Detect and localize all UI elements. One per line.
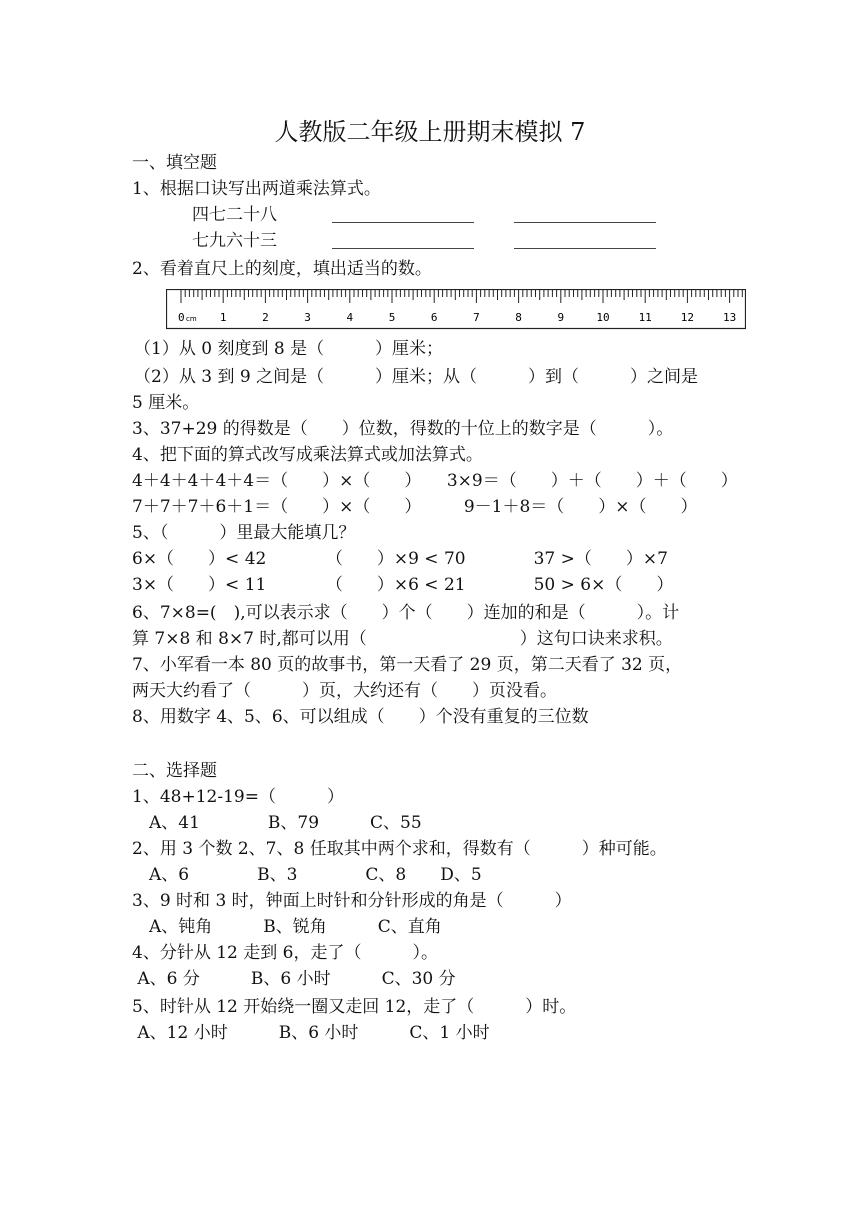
ruler-tick-label: 9 (557, 311, 565, 324)
choice-question-1: 1、48+12-19=（ ） (132, 787, 344, 807)
q2-sub-2-cont: 5 厘米。 (132, 393, 200, 413)
q5-line-2: 3×（ ）< 11 （ ）×6 < 21 50 > 6×（ ） (132, 575, 674, 595)
question-2: 2、看着直尺上的刻度，填出适当的数。 (132, 259, 432, 279)
choice-question-2: 2、用 3 个数 2、7、8 任取其中两个求和，得数有（ ）种可能。 (132, 839, 667, 859)
choice-question-4: 4、分针从 12 走到 6，走了（ ）。 (132, 943, 438, 963)
choice-options-5: A、12 小时 B、6 小时 C、1 小时 (132, 1023, 490, 1043)
q4-line-1: 4＋4＋4＋4＋4＝（ ）×（ ） 3×9＝（ ）＋（ ）＋（ ） (132, 471, 738, 491)
section-heading-choice: 二、选择题 (132, 761, 217, 781)
ruler-tick-label: 10 (596, 311, 610, 324)
question-6-cont: 算 7×8 和 8×7 时,都可以用（ ）这句口诀来求积。 (132, 629, 673, 649)
question-4: 4、把下面的算式改写成乘法算式或加法算式。 (132, 445, 483, 465)
answer-blank (332, 222, 474, 223)
ruler-tick-label: 8 (515, 311, 522, 324)
q1-item-1: 四七二十八 (192, 205, 277, 225)
choice-options-4: A、6 分 B、6 小时 C、30 分 (132, 969, 456, 989)
ruler-tick-label: 6 (430, 311, 438, 324)
question-7: 7、小军看一本 80 页的故事书，第一天看了 29 页，第二天看了 32 页， (132, 655, 683, 675)
choice-question-3: 3、9 时和 3 时，钟面上时针和分针形成的角是（ ） (132, 891, 572, 911)
ruler-tick-label: 5 (388, 311, 396, 324)
question-8: 8、用数字 4、5、6、可以组成（ ）个没有重复的三位数 (132, 707, 589, 727)
ruler-tick-label: 2 (262, 311, 269, 324)
ruler-unit-label: cm (186, 315, 197, 323)
answer-blank (332, 248, 474, 249)
answer-blank (514, 248, 656, 249)
section-heading-fill: 一、填空题 (132, 153, 217, 173)
q2-sub-2: （2）从 3 到 9 之间是（ ）厘米；从（ ）到（ ）之间是 (134, 367, 699, 387)
question-5: 5、（ ）里最大能填几？ (132, 523, 356, 543)
ruler-tick-label: 3 (304, 311, 311, 324)
question-1: 1、根据口诀写出两道乘法算式。 (132, 179, 381, 199)
ruler-tick-label: 7 (473, 311, 480, 324)
q5-line-1: 6×（ ）< 42 （ ）×9 < 70 37 >（ ）×7 (132, 549, 668, 569)
ruler-tick-label: 1 (219, 311, 227, 324)
q2-sub-1: （1）从 0 刻度到 8 是（ ）厘米； (134, 339, 444, 359)
ruler-body (167, 290, 746, 329)
ruler-tick-label: 13 (722, 311, 737, 324)
ruler-image (166, 289, 746, 331)
question-3: 3、37+29 的得数是（ ）位数，得数的十位上的数字是（ ）。 (132, 419, 674, 439)
ruler-tick-label: 12 (680, 311, 695, 324)
choice-options-1: A、41 B、79 C、55 (132, 813, 422, 833)
question-7-cont: 两天大约看了（ ）页，大约还有（ ）页没看。 (132, 681, 557, 701)
choice-options-3: A、钝角 B、锐角 C、直角 (132, 917, 442, 937)
page-title: 人教版二年级上册期末模拟 7 (274, 118, 586, 146)
choice-question-5: 5、时针从 12 开始绕一圈又走回 12，走了（ ）时。 (132, 997, 577, 1017)
answer-blank (514, 222, 656, 223)
ruler-tick-label: 11 (638, 311, 652, 324)
q4-line-2: 7＋7＋7＋6＋1＝（ ）×（ ） 9－1＋8＝（ ）×（ ） (132, 497, 698, 517)
question-6: 6、7×8=( ),可以表示求（ ）个（ ）连加的和是（ ）。计 (132, 603, 680, 623)
ruler-tick-label: 4 (346, 311, 354, 324)
choice-options-2: A、6 B、3 C、8 D、5 (132, 865, 482, 885)
q1-item-2: 七九六十三 (192, 231, 277, 251)
ruler-zero-label: 0 (178, 311, 185, 324)
